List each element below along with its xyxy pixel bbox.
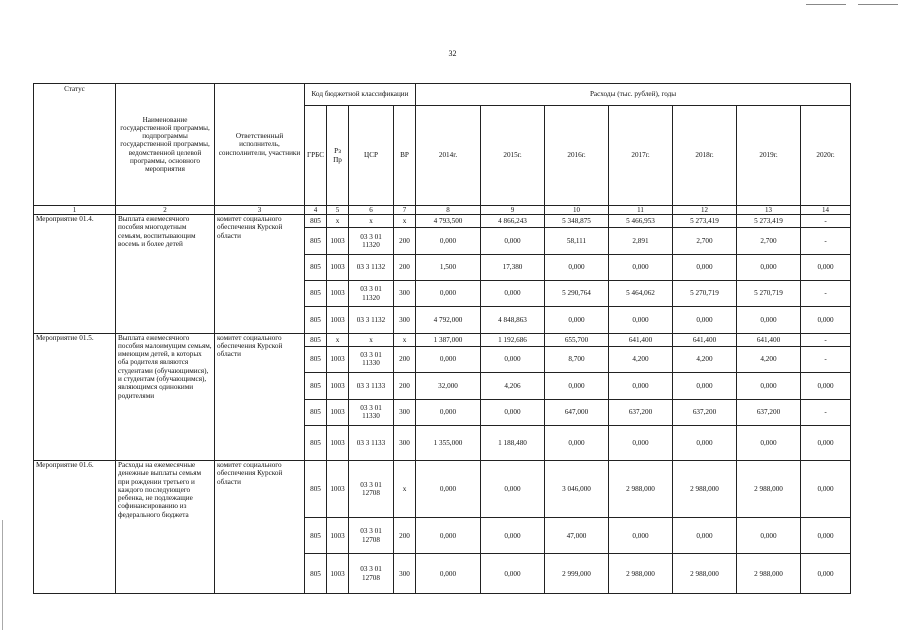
column-number: 10	[545, 206, 609, 215]
executor-cell: комитет социального обеспечения Курской области	[215, 333, 305, 460]
column-number: 1	[34, 206, 116, 215]
program-name-cell: Расходы на ежемесячные денежные выплаты семьям при рождении третьего и каждого последующего ребенка, не подлежащие софинансированию из федерального бюджета	[116, 461, 215, 594]
column-number: 2	[116, 206, 215, 215]
year-2014-cell: 1 355,000	[416, 425, 481, 460]
column-number: 8	[416, 206, 481, 215]
year-2017-cell: 0,000	[609, 373, 673, 399]
year-2015-cell: 4 866,243	[481, 215, 545, 228]
year-2016-cell: 2 999,000	[545, 554, 609, 594]
header-expenses: Расходы (тыс. рублей), годы	[416, 84, 851, 106]
table-body	[34, 215, 851, 594]
year-2016-cell: 5 290,764	[545, 280, 609, 306]
year-2015-cell: 0,000	[481, 228, 545, 254]
year-2020-cell: 0,000	[801, 373, 851, 399]
year-2017-cell: 0,000	[609, 425, 673, 460]
year-2018-cell: 5 270,719	[673, 280, 737, 306]
year-2018-cell: 5 273,419	[673, 215, 737, 228]
rzpr-cell: 1003	[327, 554, 349, 594]
program-name-cell: Выплата ежемесячного пособия многодетным семьям, воспитывающим восемь и более детей	[116, 215, 215, 334]
rzpr-cell: 1003	[327, 399, 349, 425]
year-2018-cell: 0,000	[673, 518, 737, 554]
year-2019-cell: 641,400	[737, 333, 801, 346]
year-2017-cell: 637,200	[609, 399, 673, 425]
header-program-name: Наименование государственной программы, подпрограммы государственной программы, ведомственной целевой программы, основного мероприятия	[116, 84, 215, 206]
year-2014-cell: 0,000	[416, 518, 481, 554]
page-number: 32	[448, 49, 457, 58]
executor-cell: комитет социального обеспечения Курской области	[215, 215, 305, 334]
year-2019-cell: 0,000	[737, 307, 801, 333]
header-year: 2014г.	[416, 106, 481, 206]
year-2018-cell: 2 988,000	[673, 461, 737, 518]
status-cell: Мероприятие 01.4.	[34, 215, 116, 334]
header-year: 2018г.	[673, 106, 737, 206]
column-number: 13	[737, 206, 801, 215]
header-vr: ВР	[394, 106, 416, 206]
year-2014-cell: 0,000	[416, 228, 481, 254]
rzpr-cell: 1003	[327, 425, 349, 460]
year-2019-cell: 2,700	[737, 228, 801, 254]
year-2020-cell: -	[801, 280, 851, 306]
year-2017-cell: 0,000	[609, 254, 673, 280]
status-cell: Мероприятие 01.5.	[34, 333, 116, 460]
vr-cell: 200	[394, 254, 416, 280]
header-executor: Ответственный исполнитель, соисполнители, участники	[215, 84, 305, 206]
rzpr-cell: х	[327, 215, 349, 228]
grbs-cell: 805	[305, 518, 327, 554]
year-2015-cell: 1 192,686	[481, 333, 545, 346]
year-2014-cell: 0,000	[416, 280, 481, 306]
year-2020-cell: -	[801, 333, 851, 346]
year-2019-cell: 5 273,419	[737, 215, 801, 228]
rzpr-cell: 1003	[327, 228, 349, 254]
rzpr-cell: 1003	[327, 307, 349, 333]
table-row	[34, 461, 851, 518]
year-2018-cell: 2,700	[673, 228, 737, 254]
year-2018-cell: 0,000	[673, 373, 737, 399]
header-year: 2019г.	[737, 106, 801, 206]
year-2017-cell: 5 464,062	[609, 280, 673, 306]
grbs-cell: 805	[305, 215, 327, 228]
year-2016-cell: 47,000	[545, 518, 609, 554]
rzpr-cell: 1003	[327, 254, 349, 280]
column-number: 9	[481, 206, 545, 215]
rzpr-cell: 1003	[327, 461, 349, 518]
year-2015-cell: 0,000	[481, 518, 545, 554]
column-number: 12	[673, 206, 737, 215]
year-2020-cell: 0,000	[801, 554, 851, 594]
grbs-cell: 805	[305, 554, 327, 594]
executor-cell: комитет социального обеспечения Курской области	[215, 461, 305, 594]
year-2014-cell: 4 792,000	[416, 307, 481, 333]
scan-mark	[858, 4, 898, 5]
year-2019-cell: 5 270,719	[737, 280, 801, 306]
year-2019-cell: 0,000	[737, 373, 801, 399]
rzpr-cell: 1003	[327, 373, 349, 399]
year-2016-cell: 0,000	[545, 307, 609, 333]
grbs-cell: 805	[305, 280, 327, 306]
rzpr-cell: 1003	[327, 346, 349, 372]
year-2014-cell: 0,000	[416, 554, 481, 594]
vr-cell: 200	[394, 346, 416, 372]
year-2016-cell: 0,000	[545, 425, 609, 460]
header-year: 2020г.	[801, 106, 851, 206]
column-number: 11	[609, 206, 673, 215]
year-2016-cell: 58,111	[545, 228, 609, 254]
csr-cell: х	[349, 333, 394, 346]
year-2016-cell: 0,000	[545, 254, 609, 280]
year-2020-cell: 0,000	[801, 425, 851, 460]
csr-cell: 03 3 1132	[349, 254, 394, 280]
year-2015-cell: 1 188,480	[481, 425, 545, 460]
grbs-cell: 805	[305, 307, 327, 333]
column-number: 3	[215, 206, 305, 215]
csr-cell: 03 3 1133	[349, 373, 394, 399]
grbs-cell: 805	[305, 373, 327, 399]
column-number: 4	[305, 206, 327, 215]
vr-cell: 300	[394, 399, 416, 425]
column-number: 6	[349, 206, 394, 215]
grbs-cell: 805	[305, 399, 327, 425]
year-2017-cell: 5 466,953	[609, 215, 673, 228]
year-2015-cell: 0,000	[481, 280, 545, 306]
year-2019-cell: 4,200	[737, 346, 801, 372]
header-csr: ЦСР	[349, 106, 394, 206]
year-2019-cell: 0,000	[737, 518, 801, 554]
year-2018-cell: 2 988,000	[673, 554, 737, 594]
header-year: 2016г.	[545, 106, 609, 206]
status-cell: Мероприятие 01.6.	[34, 461, 116, 594]
year-2015-cell: 17,380	[481, 254, 545, 280]
year-2014-cell: 32,000	[416, 373, 481, 399]
table-row	[34, 215, 851, 228]
vr-cell: 300	[394, 280, 416, 306]
grbs-cell: 805	[305, 461, 327, 518]
year-2018-cell: 641,400	[673, 333, 737, 346]
year-2018-cell: 0,000	[673, 425, 737, 460]
grbs-cell: 805	[305, 333, 327, 346]
year-2015-cell: 0,000	[481, 399, 545, 425]
year-2020-cell: -	[801, 215, 851, 228]
year-2020-cell: 0,000	[801, 307, 851, 333]
year-2020-cell: 0,000	[801, 254, 851, 280]
year-2017-cell: 2,891	[609, 228, 673, 254]
header-grbs: ГРБС	[305, 106, 327, 206]
csr-cell: 03 3 1132	[349, 307, 394, 333]
year-2016-cell: 5 348,875	[545, 215, 609, 228]
csr-cell: 03 3 01 12708	[349, 554, 394, 594]
year-2015-cell: 0,000	[481, 461, 545, 518]
year-2019-cell: 2 988,000	[737, 554, 801, 594]
csr-cell: х	[349, 215, 394, 228]
program-name-cell: Выплата ежемесячного пособия малоимущим семьям, имеющим детей, в которых оба родителя являются студентами (обучающимися), и студентам (обучающимся), являющимся одинокими родителями	[116, 333, 215, 460]
column-number: 5	[327, 206, 349, 215]
year-2019-cell: 0,000	[737, 425, 801, 460]
header-budget-code: Код бюджетной классификации	[305, 84, 416, 106]
vr-cell: 200	[394, 228, 416, 254]
year-2015-cell: 0,000	[481, 346, 545, 372]
header-year: 2017г.	[609, 106, 673, 206]
grbs-cell: 805	[305, 346, 327, 372]
year-2017-cell: 641,400	[609, 333, 673, 346]
year-2015-cell: 0,000	[481, 554, 545, 594]
year-2018-cell: 0,000	[673, 254, 737, 280]
year-2016-cell: 8,700	[545, 346, 609, 372]
header-year: 2015г.	[481, 106, 545, 206]
rzpr-cell: х	[327, 333, 349, 346]
year-2018-cell: 4,200	[673, 346, 737, 372]
year-2017-cell: 2 988,000	[609, 461, 673, 518]
year-2016-cell: 647,000	[545, 399, 609, 425]
year-2015-cell: 4 848,863	[481, 307, 545, 333]
year-2016-cell: 655,700	[545, 333, 609, 346]
year-2017-cell: 4,200	[609, 346, 673, 372]
csr-cell: 03 3 01 11330	[349, 346, 394, 372]
year-2014-cell: 0,000	[416, 399, 481, 425]
csr-cell: 03 3 01 11330	[349, 399, 394, 425]
year-2014-cell: 1,500	[416, 254, 481, 280]
year-2020-cell: -	[801, 228, 851, 254]
csr-cell: 03 3 01 11320	[349, 228, 394, 254]
year-2014-cell: 1 387,000	[416, 333, 481, 346]
year-2019-cell: 637,200	[737, 399, 801, 425]
vr-cell: 200	[394, 518, 416, 554]
year-2019-cell: 0,000	[737, 254, 801, 280]
rzpr-cell: 1003	[327, 280, 349, 306]
vr-cell: 300	[394, 425, 416, 460]
year-2019-cell: 2 988,000	[737, 461, 801, 518]
vr-cell: х	[394, 461, 416, 518]
vr-cell: х	[394, 215, 416, 228]
year-2018-cell: 0,000	[673, 307, 737, 333]
csr-cell: 03 3 01 12708	[349, 461, 394, 518]
year-2017-cell: 2 988,000	[609, 554, 673, 594]
year-2020-cell: 0,000	[801, 461, 851, 518]
budget-table	[33, 83, 851, 594]
vr-cell: 300	[394, 307, 416, 333]
grbs-cell: 805	[305, 425, 327, 460]
year-2014-cell: 0,000	[416, 346, 481, 372]
grbs-cell: 805	[305, 228, 327, 254]
rzpr-cell: 1003	[327, 518, 349, 554]
year-2016-cell: 3 046,000	[545, 461, 609, 518]
year-2014-cell: 4 793,500	[416, 215, 481, 228]
column-number: 14	[801, 206, 851, 215]
year-2015-cell: 4,206	[481, 373, 545, 399]
year-2020-cell: 0,000	[801, 518, 851, 554]
column-number-row	[34, 206, 851, 215]
csr-cell: 03 3 01 11320	[349, 280, 394, 306]
column-number: 7	[394, 206, 416, 215]
year-2020-cell: -	[801, 399, 851, 425]
csr-cell: 03 3 01 12708	[349, 518, 394, 554]
vr-cell: 300	[394, 554, 416, 594]
year-2016-cell: 0,000	[545, 373, 609, 399]
year-2017-cell: 0,000	[609, 518, 673, 554]
header-rzpr: Рз Пр	[327, 106, 349, 206]
year-2017-cell: 0,000	[609, 307, 673, 333]
header-status: Статус	[34, 84, 116, 206]
scan-edge	[2, 520, 3, 630]
scan-mark	[806, 4, 846, 5]
grbs-cell: 805	[305, 254, 327, 280]
vr-cell: 200	[394, 373, 416, 399]
year-2018-cell: 637,200	[673, 399, 737, 425]
csr-cell: 03 3 1133	[349, 425, 394, 460]
table-row	[34, 333, 851, 346]
vr-cell: х	[394, 333, 416, 346]
year-2014-cell: 0,000	[416, 461, 481, 518]
year-2020-cell: -	[801, 346, 851, 372]
